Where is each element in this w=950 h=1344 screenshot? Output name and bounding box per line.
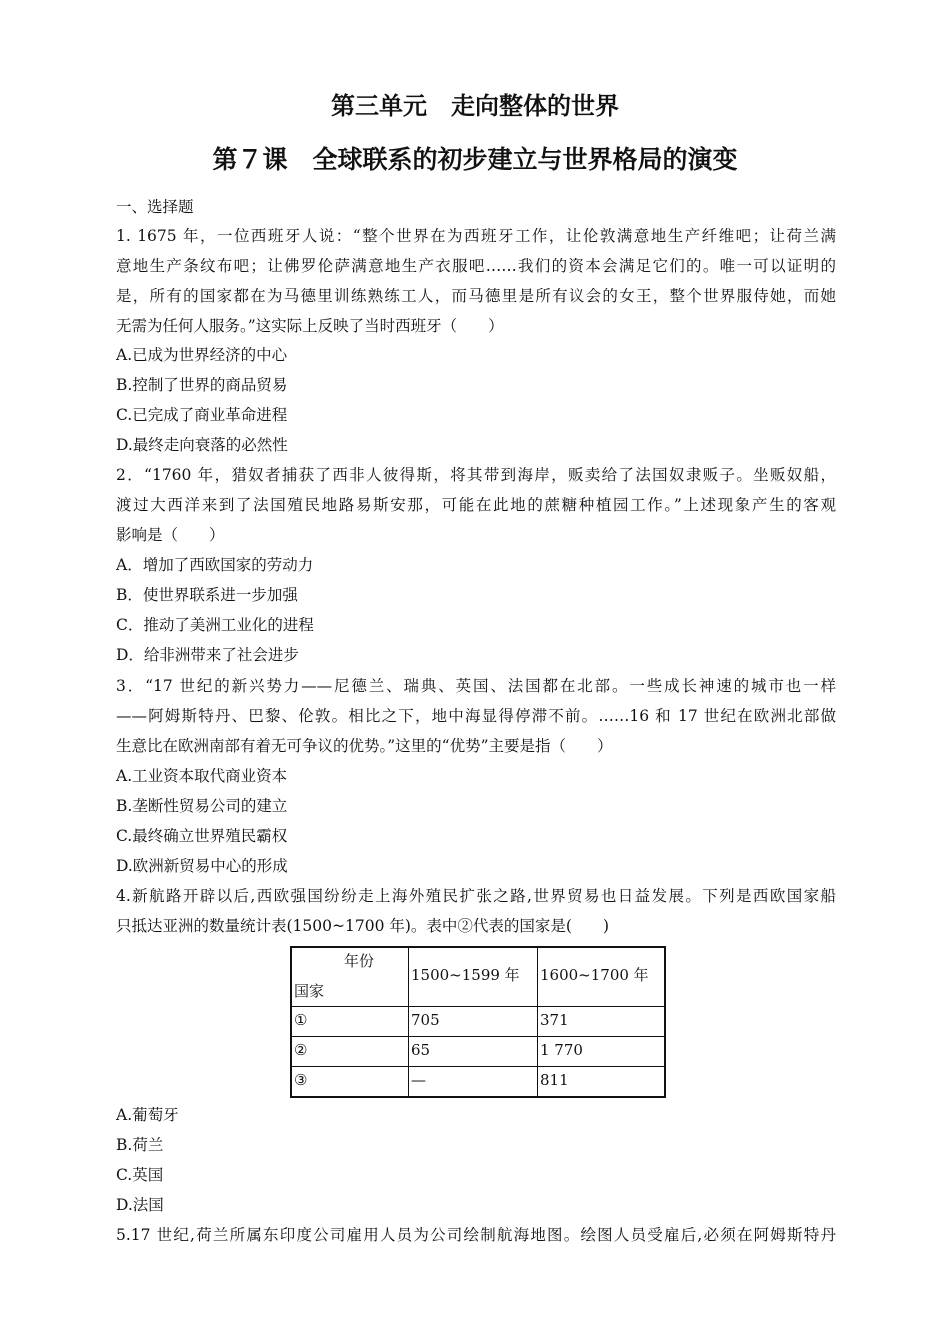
q1-option-b: B.控制了世界的商品贸易 <box>116 376 288 394</box>
q1-option-c: C.已完成了商业革命进程 <box>116 406 288 424</box>
q4-option-a: A.葡萄牙 <box>116 1106 179 1124</box>
q4-option-d: D.法国 <box>116 1196 164 1214</box>
q2-text-line: 2．“1760 年，猎奴者捕获了西非人彼得斯，将其带到海岸，贩卖给了法国奴隶贩子。坐贩奴船， <box>116 466 836 484</box>
q4-text-line: 只抵达亚洲的数量统计表(1500~1700 年)。表中②代表的国家是( ) <box>116 917 609 935</box>
q2-option-a: A．增加了西欧国家的劳动力 <box>116 556 314 574</box>
table-cell: 705 <box>409 1007 538 1037</box>
table-row <box>291 1037 665 1067</box>
table-cell: 811 <box>538 1067 666 1098</box>
q2-text-line: 影响是（ ） <box>116 526 225 544</box>
table-cell: — <box>409 1067 538 1098</box>
table-row <box>291 1067 665 1098</box>
ship-count-table <box>290 946 666 1098</box>
lesson-title: 第７课 全球联系的初步建立与世界格局的演变 <box>212 145 738 174</box>
table-header-cell: 1600~1700 年 <box>538 947 666 1007</box>
q3-option-b: B.垄断性贸易公司的建立 <box>116 797 288 815</box>
table-cell: 1 770 <box>538 1037 666 1067</box>
q3-option-c: C.最终确立世界殖民霸权 <box>116 827 288 845</box>
q5-text-line: 5.17 世纪,荷兰所属东印度公司雇用人员为公司绘制航海地图。绘图人员受雇后,必须在阿姆斯特丹 <box>116 1226 836 1244</box>
table-cell: 65 <box>409 1037 538 1067</box>
q4-option-c: C.英国 <box>116 1166 164 1184</box>
table-cell: ② <box>291 1037 409 1067</box>
table-corner-cell <box>291 947 409 1007</box>
corner-country-label: 国家 <box>294 982 325 1000</box>
q1-text-line: 是，所有的国家都在为马德里训练熟练工人，而马德里是所有议会的女王，整个世界服侍她，而她 <box>116 287 836 305</box>
q3-option-d: D.欧洲新贸易中心的形成 <box>116 857 288 875</box>
section-heading: 一、选择题 <box>116 198 194 216</box>
q1-option-d: D.最终走向衰落的必然性 <box>116 436 288 454</box>
q1-text-line: 无需为任何人服务。”这实际上反映了当时西班牙（ ） <box>116 317 504 335</box>
q4-option-b: B.荷兰 <box>116 1136 164 1154</box>
table-row <box>291 1007 665 1037</box>
table-cell: ① <box>291 1007 409 1037</box>
q2-option-c: C．推动了美洲工业化的进程 <box>116 616 314 634</box>
unit-title: 第三单元 走向整体的世界 <box>331 92 619 120</box>
q3-text-line: 3．“17 世纪的新兴势力——尼德兰、瑞典、英国、法国都在北部。一些成长神速的城市也一样 <box>116 677 836 695</box>
q1-text-line: 意地生产条纹布吧；让佛罗伦萨满意地生产衣服吧……我们的资本会满足它们的。唯一可以证明的 <box>116 257 836 275</box>
q3-option-a: A.工业资本取代商业资本 <box>116 767 288 785</box>
corner-year-label: 年份 <box>344 952 375 970</box>
q2-option-b: B．使世界联系进一步加强 <box>116 586 298 604</box>
q3-text-line: ——阿姆斯特丹、巴黎、伦敦。相比之下，地中海显得停滞不前。……16 和 17 世纪在欧洲北部做 <box>116 707 836 725</box>
q3-text-line: 生意比在欧洲南部有着无可争议的优势。”这里的“优势”主要是指（ ） <box>116 737 613 755</box>
q2-option-d: D．给非洲带来了社会进步 <box>116 646 299 664</box>
q1-text-line: 1. 1675 年，一位西班牙人说：“整个世界在为西班牙工作，让伦敦满意地生产纤维吧；让荷兰满 <box>116 227 836 245</box>
q2-text-line: 渡过大西洋来到了法国殖民地路易斯安那，可能在此地的蔗糖种植园工作。”上述现象产生的客观 <box>116 496 836 514</box>
q4-text-line: 4.新航路开辟以后,西欧强国纷纷走上海外殖民扩张之路,世界贸易也日益发展。下列是西欧国家船 <box>116 887 836 905</box>
table-cell: 371 <box>538 1007 666 1037</box>
table-header-cell: 1500~1599 年 <box>409 947 538 1007</box>
table-cell: ③ <box>291 1067 409 1098</box>
q1-option-a: A.已成为世界经济的中心 <box>116 346 288 364</box>
table-header-row <box>291 947 665 1007</box>
